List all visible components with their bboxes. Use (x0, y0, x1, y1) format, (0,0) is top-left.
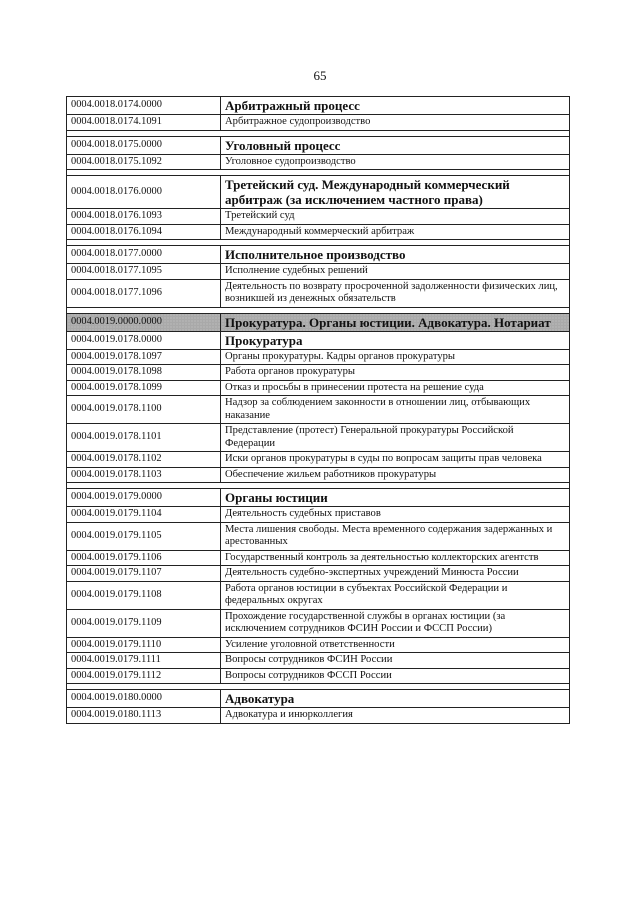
code-cell: 0004.0018.0174.0000 (67, 97, 221, 115)
table-row (67, 224, 570, 240)
table-row (67, 380, 570, 396)
table-row (67, 452, 570, 468)
code-cell: 0004.0019.0178.1100 (67, 396, 221, 424)
table-row (67, 467, 570, 483)
code-cell: 0004.0019.0180.1113 (67, 708, 221, 724)
table-row (67, 550, 570, 566)
title-cell: Адвокатура (221, 690, 570, 708)
title-cell: Работа органов юстиции в субъектах Российской Федерации и федеральных округах (221, 581, 570, 609)
title-cell: Международный коммерческий арбитраж (221, 224, 570, 240)
code-cell: 0004.0018.0177.1095 (67, 264, 221, 280)
code-cell: 0004.0019.0178.1097 (67, 349, 221, 365)
title-cell: Третейский суд. Международный коммерческий арбитраж (за исключением частного права) (221, 176, 570, 209)
title-cell: Прокуратура. Органы юстиции. Адвокатура. Нотариат (221, 313, 570, 331)
table-row (67, 653, 570, 669)
title-cell: Уголовный процесс (221, 136, 570, 154)
table-row (67, 154, 570, 170)
table-row (67, 365, 570, 381)
title-cell: Представление (протест) Генеральной прокуратуры Российской Федерации (221, 424, 570, 452)
title-cell: Вопросы сотрудников ФССП России (221, 668, 570, 684)
code-cell: 0004.0019.0180.0000 (67, 690, 221, 708)
classifier-rows (67, 97, 570, 724)
code-cell: 0004.0018.0175.0000 (67, 136, 221, 154)
code-cell: 0004.0018.0177.1096 (67, 279, 221, 307)
title-cell: Арбитражное судопроизводство (221, 115, 570, 131)
table-row (67, 424, 570, 452)
heading-row (67, 246, 570, 264)
code-cell: 0004.0019.0178.0000 (67, 331, 221, 349)
title-cell: Органы юстиции (221, 489, 570, 507)
heading-row (67, 97, 570, 115)
code-cell: 0004.0018.0176.1094 (67, 224, 221, 240)
title-cell: Арбитражный процесс (221, 97, 570, 115)
title-cell: Иски органов прокуратуры в суды по вопросам защиты прав человека (221, 452, 570, 468)
title-cell: Вопросы сотрудников ФСИН России (221, 653, 570, 669)
code-cell: 0004.0018.0176.1093 (67, 209, 221, 225)
code-cell: 0004.0018.0175.1092 (67, 154, 221, 170)
title-cell: Уголовное судопроизводство (221, 154, 570, 170)
section-row (67, 313, 570, 331)
table-row (67, 708, 570, 724)
title-cell: Деятельность судебных приставов (221, 507, 570, 523)
table-row (67, 668, 570, 684)
title-cell: Третейский суд (221, 209, 570, 225)
heading-row (67, 136, 570, 154)
title-cell: Обеспечение жильем работников прокуратуры (221, 467, 570, 483)
title-cell: Усиление уголовной ответственности (221, 637, 570, 653)
code-cell: 0004.0019.0178.1102 (67, 452, 221, 468)
title-cell: Исполнение судебных решений (221, 264, 570, 280)
heading-row (67, 331, 570, 349)
title-cell: Государственный контроль за деятельностью коллекторских агентств (221, 550, 570, 566)
title-cell: Исполнительное производство (221, 246, 570, 264)
code-cell: 0004.0019.0179.0000 (67, 489, 221, 507)
table-row (67, 209, 570, 225)
heading-row (67, 690, 570, 708)
code-cell: 0004.0019.0179.1112 (67, 668, 221, 684)
code-cell: 0004.0019.0179.1110 (67, 637, 221, 653)
code-cell: 0004.0019.0178.1103 (67, 467, 221, 483)
code-cell: 0004.0019.0179.1107 (67, 566, 221, 582)
table-row (67, 637, 570, 653)
title-cell: Адвокатура и инюрколлегия (221, 708, 570, 724)
title-cell: Органы прокуратуры. Кадры органов прокуратуры (221, 349, 570, 365)
title-cell: Деятельность по возврату просроченной задолженности физических лиц, возникшей из денежных обязательств (221, 279, 570, 307)
code-cell: 0004.0019.0179.1104 (67, 507, 221, 523)
code-cell: 0004.0019.0179.1106 (67, 550, 221, 566)
code-cell: 0004.0019.0179.1109 (67, 609, 221, 637)
code-cell: 0004.0019.0000.0000 (67, 313, 221, 331)
table-row (67, 115, 570, 131)
title-cell: Надзор за соблюдением законности в отношении лиц, отбывающих наказание (221, 396, 570, 424)
code-cell: 0004.0019.0178.1098 (67, 365, 221, 381)
code-cell: 0004.0018.0176.0000 (67, 176, 221, 209)
table-row (67, 522, 570, 550)
classifier-table (66, 96, 570, 724)
title-cell: Отказ и просьбы в принесении протеста на решение суда (221, 380, 570, 396)
table-row (67, 279, 570, 307)
title-cell: Места лишения свободы. Места временного содержания задержанных и арестованных (221, 522, 570, 550)
table-row (67, 507, 570, 523)
code-cell: 0004.0019.0178.1101 (67, 424, 221, 452)
code-cell: 0004.0019.0178.1099 (67, 380, 221, 396)
heading-row (67, 489, 570, 507)
title-cell: Прокуратура (221, 331, 570, 349)
code-cell: 0004.0019.0179.1108 (67, 581, 221, 609)
heading-row (67, 176, 570, 209)
title-cell: Работа органов прокуратуры (221, 365, 570, 381)
code-cell: 0004.0019.0179.1111 (67, 653, 221, 669)
table-row (67, 566, 570, 582)
title-cell: Деятельность судебно-экспертных учреждений Минюста России (221, 566, 570, 582)
table-row (67, 609, 570, 637)
page-number: 65 (313, 68, 327, 83)
table-row (67, 264, 570, 280)
title-cell: Прохождение государственной службы в органах юстиции (за исключением сотрудников ФСИН России и ФССП России) (221, 609, 570, 637)
table-row (67, 581, 570, 609)
table-row (67, 349, 570, 365)
table-row (67, 396, 570, 424)
code-cell: 0004.0018.0177.0000 (67, 246, 221, 264)
code-cell: 0004.0019.0179.1105 (67, 522, 221, 550)
code-cell: 0004.0018.0174.1091 (67, 115, 221, 131)
